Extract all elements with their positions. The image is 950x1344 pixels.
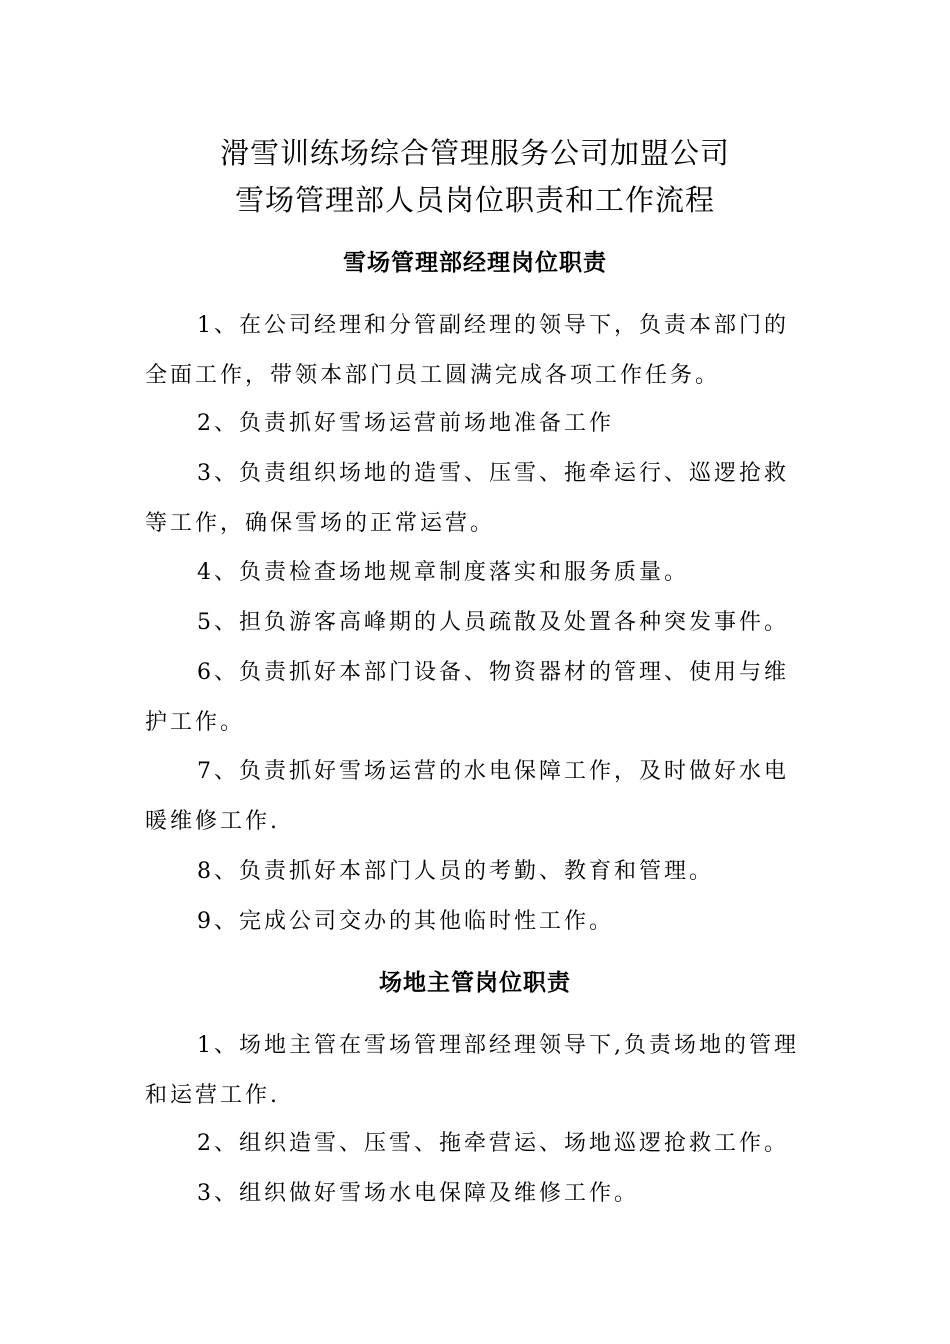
duty-item: 8、负责抓好本部门人员的考勤、教育和管理。	[197, 859, 714, 884]
duty-item: 7、负责抓好雪场运营的水电保障工作，及时做好水电暖维修工作.	[145, 759, 789, 834]
duty-item: 5、担负游客高峰期的人员疏散及处置各种突发事件。	[197, 610, 789, 635]
document-title-line-2: 雪场管理部人员岗位职责和工作流程	[234, 183, 715, 217]
section-heading-manager-duties: 雪场管理部经理岗位职责	[343, 250, 607, 276]
duty-item: 1、场地主管在雪场管理部经理领导下,负责场地的管理和运营工作.	[145, 1033, 799, 1108]
duty-item: 9、完成公司交办的其他临时性工作。	[197, 909, 614, 934]
duty-item: 2、组织造雪、压雪、拖牵营运、场地巡逻抢救工作。	[197, 1131, 789, 1156]
duty-item: 3、负责组织场地的造雪、压雪、拖牵运行、巡逻抢救等工作，确保雪场的正常运营。	[145, 461, 789, 536]
duty-item: 6、负责抓好本部门设备、物资器材的管理、使用与维护工作。	[145, 660, 789, 735]
duty-item: 2、负责抓好雪场运营前场地准备工作	[197, 411, 614, 436]
duty-item: 4、负责检查场地规章制度落实和服务质量。	[197, 560, 689, 585]
duty-item: 3、组织做好雪场水电保障及维修工作。	[197, 1181, 639, 1206]
document-title-line-1: 滑雪训练场综合管理服务公司加盟公司	[219, 136, 730, 170]
duty-item: 1、在公司经理和分管副经理的领导下，负责本部门的全面工作，带领本部门员工圆满完成各项工作任务。	[145, 313, 789, 388]
section-heading-site-supervisor-duties: 场地主管岗位职责	[379, 970, 571, 996]
